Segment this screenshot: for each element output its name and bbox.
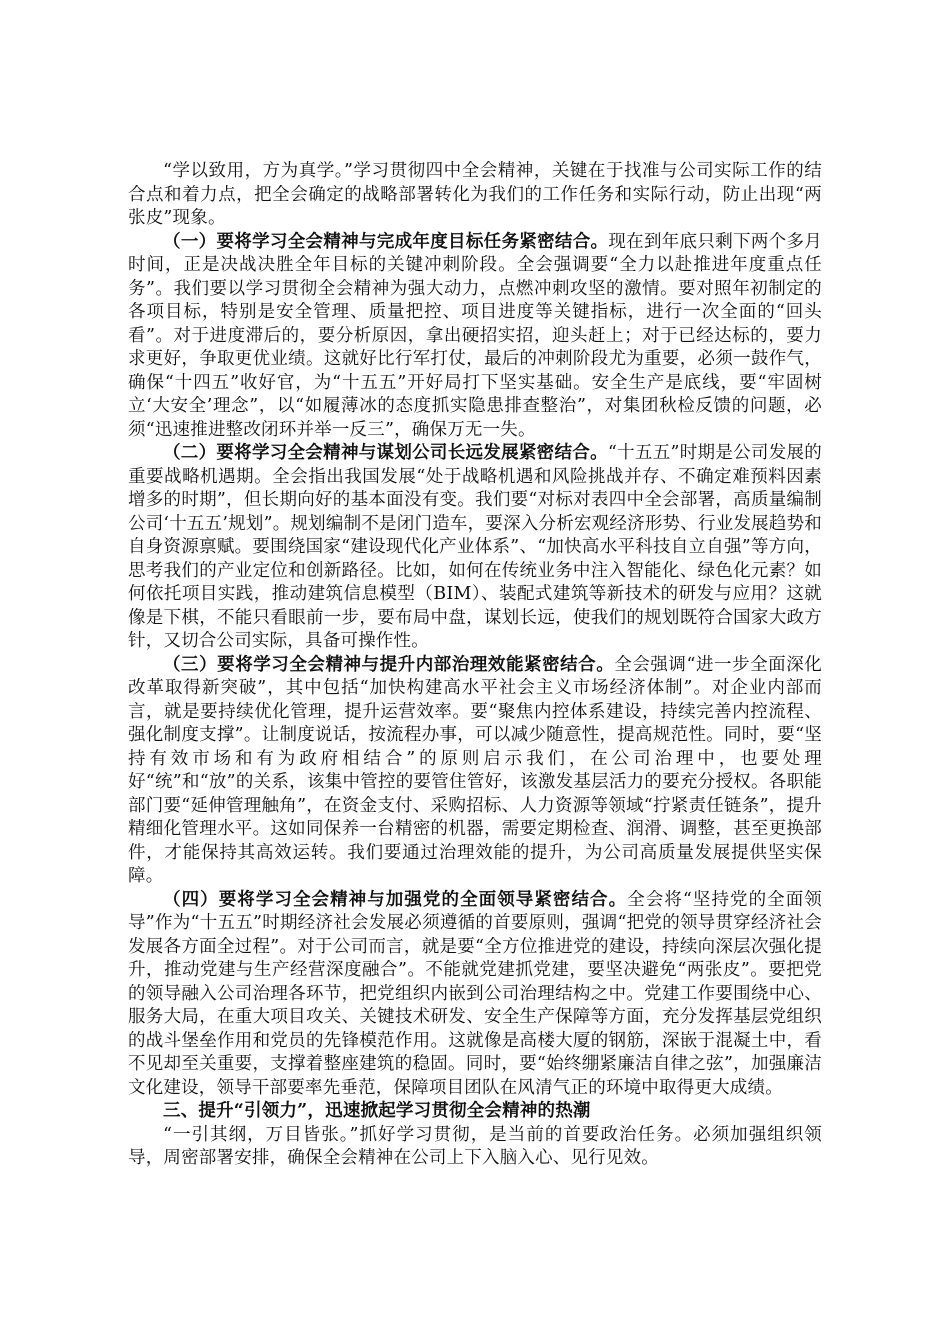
paragraph-lead: （一）要将学习全会精神与完成年度目标任务紧密结合。 xyxy=(163,231,609,252)
paragraph-intro xyxy=(128,160,822,231)
paragraph-text: “学以致用，方为真学。”学习贯彻四中全会精神，关键在于找准与公司实际工作的结合点和着力点，把全会确定的战略部署转化为我们的工作任务和实际行动，防止出现“两张皮”现象。 xyxy=(128,161,822,228)
document-body xyxy=(128,160,822,1171)
paragraph-text: 全会强调“进一步全面深化改革取得新突破”，其中包括“加快构建高水平社会主义市场经济体制”。对企业内部而言，就是要持续优化管理，提升运营效率。要“聚焦内控体系建设，持续完善内控流程、强化制度支撑”。让制度说话，按流程办事，可以减少随意性，提高规范性。同时，要“坚持有效市场和有为政府相结合”的原则启示我们，在公司治理中，也要处理好“统”和“放”的关系，该集中管控的要管住管好，该激发基层活力的要充分授权。各职能部门要“延伸管理触角”，在资金支付、采购招标、人力资源等领域“拧紧责任链条”，提升精细化管理水平。这如同保养一台精密的机器，需要定期检查、润滑、调整，甚至更换部件，才能保持其高效运转。我们要通过治理效能的提升，为公司高质量发展提供坚实保障。 xyxy=(128,654,822,886)
paragraph-point-3 xyxy=(128,654,822,889)
paragraph-text: 全会将“坚持党的全面领导”作为“十五五”时期经济社会发展必须遵循的首要原则，强调“把党的领导贯穿经济社会发展各方面全过程”。对于公司而言，就是要“全方位推进党的建设，持续向深层次强化提升，推动党建与生产经营深度融合”。不能就党建抓党建，要坚决避免“两张皮”。要把党的领导融入公司治理各环节，把党组织内嵌到公司治理结构之中。党建工作要围绕中心、服务大局，在重大项目攻关、关键技术研发、安全生产保障等方面，充分发挥基层党组织的战斗堡垒作用和党员的先锋模范作用。这就像是高楼大厦的钢筋，深嵌于混凝土中，看不见却至关重要，支撑着整座建筑的稳固。同时，要“始终绷紧廉洁自律之弦”，加强廉洁文化建设，领导干部要率先垂范，保障项目团队在风清气正的环境中取得更大成绩。 xyxy=(128,889,823,1098)
paragraph-point-4 xyxy=(128,889,822,1101)
paragraph-lead: （二）要将学习全会精神与谋划公司长远发展紧密结合。 xyxy=(163,443,608,463)
paragraph-lead: （三）要将学习全会精神与提升内部治理效能紧密结合。 xyxy=(163,654,615,675)
paragraph-lead: （四）要将学习全会精神与加强党的全面领导紧密结合。 xyxy=(163,889,628,910)
section-heading: 三、提升“引领力”，迅速掀起学习贯彻全会精神的热潮 xyxy=(163,1101,591,1121)
paragraph-text: 现在到年底只剩下两个多月时间，正是决战决胜全年目标的关键冲刺阶段。全会强调要“全力以赴推进年度重点任务”。我们要以学习贯彻全会精神为强大动力，点燃冲刺攻坚的激情。要对照年初制定的各项目标，特别是安全管理、质量把控、项目进度等关键指标，进行一次全面的“回头看”。对于进度滞后的，要分析原因，拿出硬招实招，迎头赶上；对于已经达标的，要力求更好，争取更优业绩。这就好比行军打仗，最后的冲刺阶段尤为重要，必须一鼓作气，确保“十四五”收好官，为“十五五”开好局打下坚实基础。安全生产是底线，要“牢固树立‘大安全’理念”，以“如履薄冰的态度抓实隐患排查整治”，对集团秋检反馈的问题，必须“迅速推进整改闭环并举一反三”，确保万无一失。 xyxy=(128,231,822,440)
paragraph-point-2 xyxy=(128,442,822,654)
paragraph-text: “十五五”时期是公司发展的重要战略机遇期。全会指出我国发展“处于战略机遇和风险挑战并存、不确定难预料因素增多的时期”，但长期向好的基本面没有变。我们要“对标对表四中全会部署，高质量编制公司‘十五五’规划”。规划编制不是闭门造车，要深入分析宏观经济形势、行业发展趋势和自身资源禀赋。要围绕国家“建设现代化产业体系”、“加快高水平科技自立自强”等方向，思考我们的产业定位和创新路径。比如，如何在传统业务中注入智能化、绿色化元素？如何依托项目实践，推动建筑信息模型（BIM）、装配式建筑等新技术的研发与应用？这就像是下棋，不能只看眼前一步，要布局中盘，谋划长远，使我们的规划既符合国家大政方针，又切合公司实际，具备可操作性。 xyxy=(128,443,823,651)
paragraph-point-1 xyxy=(128,231,822,443)
paragraph-final: “一引其纲，万目皆张。”抓好学习贯彻，是当前的首要政治任务。必须加强组织领导，周密部署安排，确保全会精神在公司上下入脑入心、见行见效。 xyxy=(128,1124,822,1168)
